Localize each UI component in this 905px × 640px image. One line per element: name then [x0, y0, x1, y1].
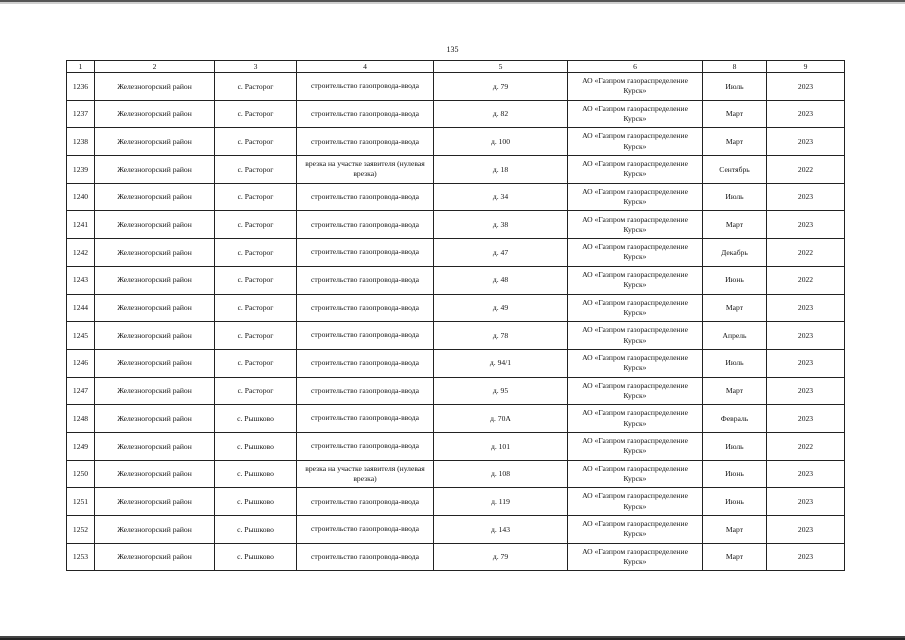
organization-cell: АО «Газпром газораспределение Курск» [568, 266, 703, 294]
district-cell: Железногорский район [95, 128, 215, 156]
year-cell: 2023 [767, 322, 845, 350]
row-number: 1238 [67, 128, 95, 156]
year-cell: 2022 [767, 266, 845, 294]
register-table [66, 60, 845, 571]
month-cell: Февраль [703, 405, 767, 433]
table-row [67, 294, 845, 322]
organization-cell: АО «Газпром газораспределение Курск» [568, 294, 703, 322]
month-cell: Июнь [703, 460, 767, 488]
settlement-cell: с. Расторог [215, 322, 297, 350]
year-cell: 2023 [767, 183, 845, 211]
table-row [67, 100, 845, 128]
work-type-cell: строительство газопровода-ввода [297, 432, 434, 460]
column-header: 3 [215, 61, 297, 73]
district-cell: Железногорский район [95, 211, 215, 239]
row-number: 1253 [67, 543, 95, 571]
table-row [67, 73, 845, 101]
column-header: 4 [297, 61, 434, 73]
work-type-cell: строительство газопровода-ввода [297, 349, 434, 377]
address-cell: д. 47 [434, 239, 568, 267]
month-cell: Март [703, 294, 767, 322]
table-row [67, 543, 845, 571]
work-type-cell: строительство газопровода-ввода [297, 322, 434, 350]
scan-edge-bottom [0, 634, 905, 640]
row-number: 1236 [67, 73, 95, 101]
organization-cell: АО «Газпром газораспределение Курск» [568, 239, 703, 267]
settlement-cell: с. Рышково [215, 432, 297, 460]
year-cell: 2023 [767, 211, 845, 239]
year-cell: 2022 [767, 432, 845, 460]
work-type-cell: строительство газопровода-ввода [297, 100, 434, 128]
year-cell: 2023 [767, 460, 845, 488]
district-cell: Железногорский район [95, 322, 215, 350]
district-cell: Железногорский район [95, 73, 215, 101]
table-header [67, 61, 845, 73]
settlement-cell: с. Рышково [215, 405, 297, 433]
address-cell: д. 82 [434, 100, 568, 128]
address-cell: д. 34 [434, 183, 568, 211]
address-cell: д. 119 [434, 488, 568, 516]
row-number: 1252 [67, 516, 95, 544]
table-row [67, 377, 845, 405]
month-cell: Март [703, 516, 767, 544]
district-cell: Железногорский район [95, 100, 215, 128]
page-number: 135 [446, 45, 459, 54]
year-cell: 2023 [767, 349, 845, 377]
district-cell: Железногорский район [95, 460, 215, 488]
organization-cell: АО «Газпром газораспределение Курск» [568, 73, 703, 101]
address-cell: д. 79 [434, 73, 568, 101]
column-header: 8 [703, 61, 767, 73]
district-cell: Железногорский район [95, 156, 215, 184]
settlement-cell: с. Расторог [215, 73, 297, 101]
address-cell: д. 38 [434, 211, 568, 239]
organization-cell: АО «Газпром газораспределение Курск» [568, 460, 703, 488]
address-cell: д. 94/1 [434, 349, 568, 377]
year-cell: 2023 [767, 294, 845, 322]
column-header: 2 [95, 61, 215, 73]
organization-cell: АО «Газпром газораспределение Курск» [568, 543, 703, 571]
row-number: 1240 [67, 183, 95, 211]
district-cell: Железногорский район [95, 294, 215, 322]
district-cell: Железногорский район [95, 266, 215, 294]
address-cell: д. 48 [434, 266, 568, 294]
table-row [67, 266, 845, 294]
table-row [67, 516, 845, 544]
row-number: 1237 [67, 100, 95, 128]
month-cell: Март [703, 128, 767, 156]
settlement-cell: с. Расторог [215, 377, 297, 405]
district-cell: Железногорский район [95, 349, 215, 377]
year-cell: 2023 [767, 100, 845, 128]
month-cell: Март [703, 377, 767, 405]
settlement-cell: с. Расторог [215, 239, 297, 267]
work-type-cell: строительство газопровода-ввода [297, 516, 434, 544]
row-number: 1243 [67, 266, 95, 294]
work-type-cell: строительство газопровода-ввода [297, 128, 434, 156]
column-header: 6 [568, 61, 703, 73]
header-row [67, 61, 845, 73]
table-row [67, 349, 845, 377]
organization-cell: АО «Газпром газораспределение Курск» [568, 322, 703, 350]
address-cell: д. 95 [434, 377, 568, 405]
row-number: 1250 [67, 460, 95, 488]
month-cell: Апрель [703, 322, 767, 350]
settlement-cell: с. Расторог [215, 100, 297, 128]
address-cell: д. 108 [434, 460, 568, 488]
organization-cell: АО «Газпром газораспределение Курск» [568, 405, 703, 433]
row-number: 1251 [67, 488, 95, 516]
scan-edge-top [0, 0, 905, 8]
district-cell: Железногорский район [95, 377, 215, 405]
organization-cell: АО «Газпром газораспределение Курск» [568, 211, 703, 239]
table-row [67, 156, 845, 184]
row-number: 1249 [67, 432, 95, 460]
work-type-cell: строительство газопровода-ввода [297, 211, 434, 239]
month-cell: Июль [703, 432, 767, 460]
month-cell: Сентябрь [703, 156, 767, 184]
month-cell: Июнь [703, 266, 767, 294]
month-cell: Июль [703, 73, 767, 101]
month-cell: Июль [703, 183, 767, 211]
table-row [67, 460, 845, 488]
settlement-cell: с. Расторог [215, 183, 297, 211]
year-cell: 2023 [767, 405, 845, 433]
district-cell: Железногорский район [95, 405, 215, 433]
settlement-cell: с. Расторог [215, 211, 297, 239]
row-number: 1245 [67, 322, 95, 350]
settlement-cell: с. Расторог [215, 156, 297, 184]
work-type-cell: врезка на участке заявителя (нулевая врезка) [297, 460, 434, 488]
settlement-cell: с. Расторог [215, 349, 297, 377]
settlement-cell: с. Рышково [215, 460, 297, 488]
address-cell: д. 100 [434, 128, 568, 156]
table-row [67, 405, 845, 433]
address-cell: д. 78 [434, 322, 568, 350]
year-cell: 2023 [767, 543, 845, 571]
column-header: 9 [767, 61, 845, 73]
work-type-cell: врезка на участке заявителя (нулевая врезка) [297, 156, 434, 184]
table-row [67, 211, 845, 239]
address-cell: д. 101 [434, 432, 568, 460]
year-cell: 2022 [767, 156, 845, 184]
district-cell: Железногорский район [95, 488, 215, 516]
table-row [67, 322, 845, 350]
organization-cell: АО «Газпром газораспределение Курск» [568, 432, 703, 460]
year-cell: 2023 [767, 516, 845, 544]
organization-cell: АО «Газпром газораспределение Курск» [568, 349, 703, 377]
row-number: 1248 [67, 405, 95, 433]
month-cell: Декабрь [703, 239, 767, 267]
settlement-cell: с. Расторог [215, 266, 297, 294]
organization-cell: АО «Газпром газораспределение Курск» [568, 516, 703, 544]
work-type-cell: строительство газопровода-ввода [297, 73, 434, 101]
work-type-cell: строительство газопровода-ввода [297, 405, 434, 433]
table-row [67, 488, 845, 516]
organization-cell: АО «Газпром газораспределение Курск» [568, 183, 703, 211]
organization-cell: АО «Газпром газораспределение Курск» [568, 100, 703, 128]
month-cell: Март [703, 543, 767, 571]
district-cell: Железногорский район [95, 543, 215, 571]
work-type-cell: строительство газопровода-ввода [297, 239, 434, 267]
year-cell: 2023 [767, 73, 845, 101]
district-cell: Железногорский район [95, 183, 215, 211]
settlement-cell: с. Расторог [215, 128, 297, 156]
settlement-cell: с. Рышково [215, 543, 297, 571]
month-cell: Март [703, 100, 767, 128]
row-number: 1242 [67, 239, 95, 267]
work-type-cell: строительство газопровода-ввода [297, 294, 434, 322]
year-cell: 2023 [767, 377, 845, 405]
column-header: 1 [67, 61, 95, 73]
work-type-cell: строительство газопровода-ввода [297, 488, 434, 516]
organization-cell: АО «Газпром газораспределение Курск» [568, 377, 703, 405]
address-cell: д. 49 [434, 294, 568, 322]
work-type-cell: строительство газопровода-ввода [297, 377, 434, 405]
work-type-cell: строительство газопровода-ввода [297, 266, 434, 294]
table-row [67, 432, 845, 460]
row-number: 1246 [67, 349, 95, 377]
column-header: 5 [434, 61, 568, 73]
row-number: 1239 [67, 156, 95, 184]
address-cell: д. 70А [434, 405, 568, 433]
table-row [67, 128, 845, 156]
address-cell: д. 79 [434, 543, 568, 571]
district-cell: Железногорский район [95, 432, 215, 460]
table-row [67, 183, 845, 211]
address-cell: д. 143 [434, 516, 568, 544]
settlement-cell: с. Расторог [215, 294, 297, 322]
address-cell: д. 18 [434, 156, 568, 184]
row-number: 1241 [67, 211, 95, 239]
year-cell: 2023 [767, 488, 845, 516]
row-number: 1247 [67, 377, 95, 405]
month-cell: Март [703, 211, 767, 239]
organization-cell: АО «Газпром газораспределение Курск» [568, 488, 703, 516]
month-cell: Июнь [703, 488, 767, 516]
month-cell: Июль [703, 349, 767, 377]
settlement-cell: с. Рышково [215, 488, 297, 516]
table-row [67, 239, 845, 267]
settlement-cell: с. Рышково [215, 516, 297, 544]
year-cell: 2023 [767, 128, 845, 156]
district-cell: Железногорский район [95, 239, 215, 267]
table-body [67, 73, 845, 571]
district-cell: Железногорский район [95, 516, 215, 544]
organization-cell: АО «Газпром газораспределение Курск» [568, 156, 703, 184]
work-type-cell: строительство газопровода-ввода [297, 183, 434, 211]
organization-cell: АО «Газпром газораспределение Курск» [568, 128, 703, 156]
row-number: 1244 [67, 294, 95, 322]
work-type-cell: строительство газопровода-ввода [297, 543, 434, 571]
year-cell: 2022 [767, 239, 845, 267]
